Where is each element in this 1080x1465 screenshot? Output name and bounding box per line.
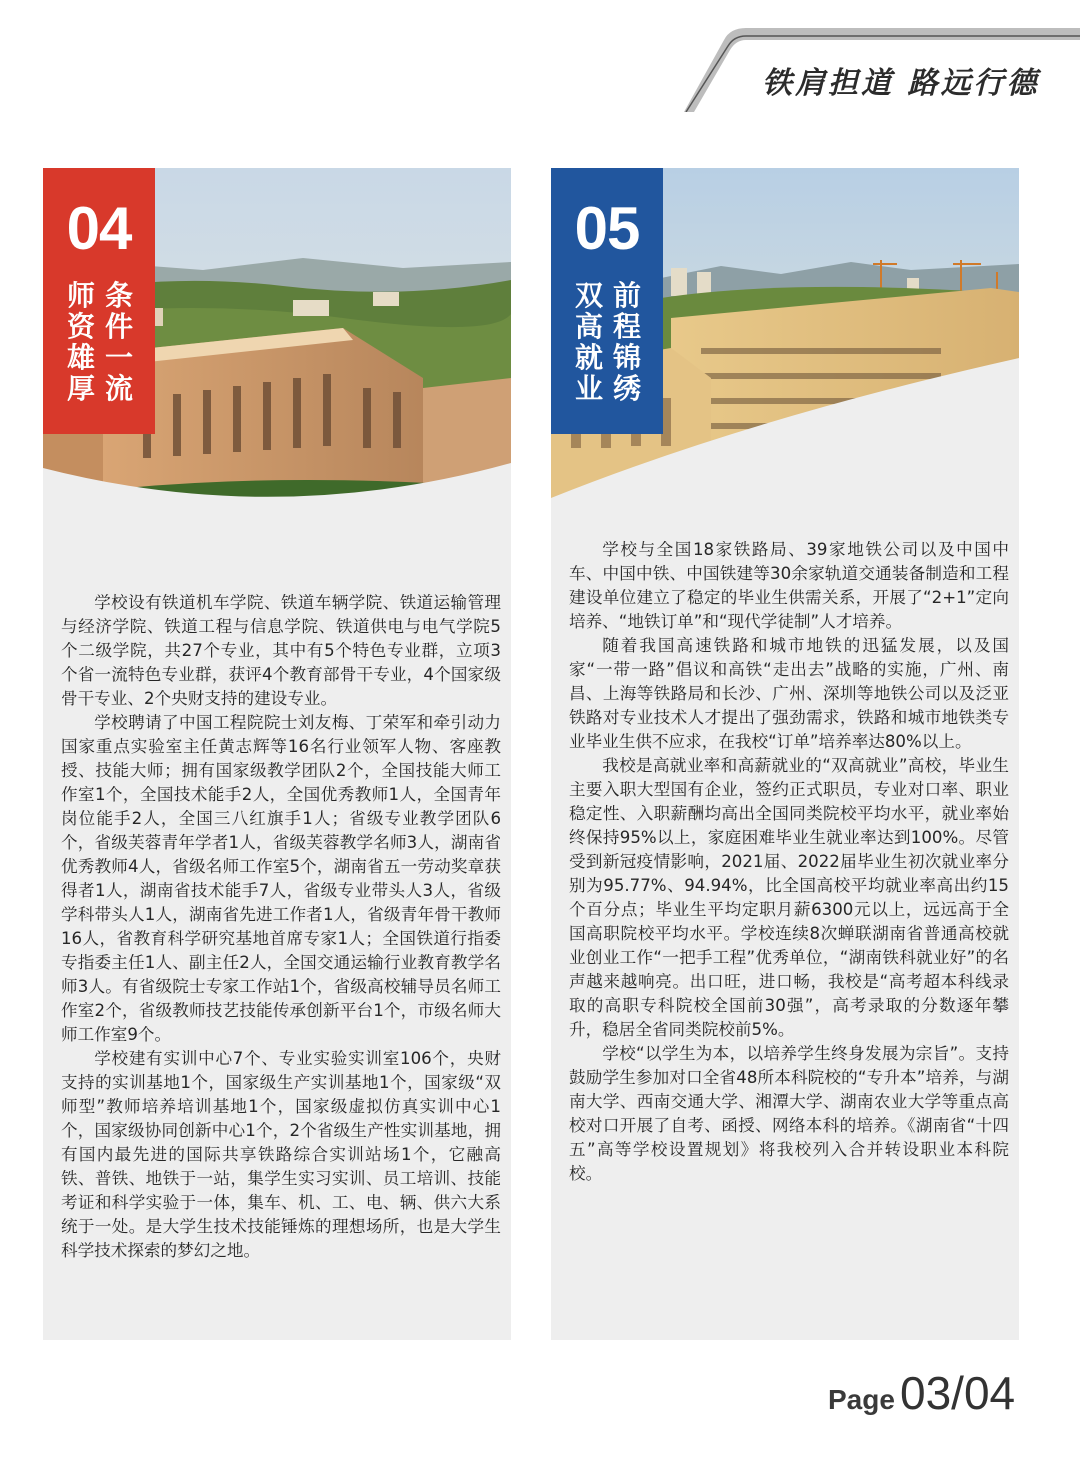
page-label: Page [828,1384,895,1415]
title-char: 业 [574,372,603,405]
section-number: 04 [66,195,132,262]
paragraph: 随着我国高速铁路和城市地铁的迅猛发展，以及国家“一带一路”倡议和高铁“走出去”战略的实施，广州、南昌、上海等铁路局和长沙、广州、深圳等地铁公司以及泛亚铁路对专业技术人才提出了强劲需求，铁路和城市地铁类专业毕业生供不应求，在我校“订单”培养率达80%以上。 [569,636,1009,751]
title-char: 资 [66,310,95,343]
page-number: 03/04 [900,1367,1016,1419]
paragraph: 学校与全国18家铁路局、39家地铁公司以及中国中车、中国中铁、中国铁建等30余家轨道交通装备制造和工程建设单位建立了稳定的毕业生供需关系，开展了“2+1”定向培养、“地铁订单”和“现代学徒制”人才培养。 [569,540,1009,631]
title-char: 就 [574,341,603,374]
title-char: 绣 [612,372,641,405]
section-number: 05 [574,195,640,262]
paragraph: 我校是高就业率和高薪就业的“双高就业”高校，毕业生主要入职大型国有企业，签约正式职员，专业对口率、职业稳定性、入职薪酬均高出全国同类院校平均水平，就业率始终保持95%以上，家庭困难毕业生就业率达到100%。尽管受到新冠疫情影响，2021届、2022届毕业生初次就业率分别为95.77%、94.94%，比全国高校平均就业率高出约15个百分点；毕业生平均定职月薪6300元以上，远远高于全国高职院校平均水平。学校连续8次蝉联湖南省普通高校就业创业工作“一把手工程”优秀单位，“湖南铁科就业好”的名声越来越响亮。出口旺，进口畅，我校是“高考超本科线录取的高职专科院校全国前30强”，高考录取的分数逐年攀升，稳居全省同类院校前5%。 [569,756,1009,1039]
slogan: 铁肩担道 路远行德 [762,66,1040,101]
section-tag [551,168,663,434]
paragraph: 学校建有实训中心7个、专业实验实训室106个，央财支持的实训基地1个，国家级生产实训基地1个，国家级“双师型”教师培养培训基地1个，国家级虚拟仿真实训中心1个，国家级协同创新中心1个，2个省级生产性实训基地，拥有国内最先进的国际共享铁路综合实训站场1个，它融高铁、普铁、地铁于一站，集学生实习实训、员工培训、技能考证和科学实验于一体，集车、机、工、电、辆、供六大系统于一处。是大学生技术技能锤炼的理想场所，也是大学生科学技术探索的梦幻之地。 [61,1049,501,1260]
title-char: 前 [612,279,641,312]
paragraph: 学校设有铁道机车学院、铁道车辆学院、铁道运输管理与经济学院、铁道工程与信息学院、铁道供电与电气学院5个二级学院，共27个专业，其中有5个特色专业群，立项3个省一流特色专业群，获评4个教育部骨干专业，4个国家级骨干专业、2个央财支持的建设专业。 [61,593,501,708]
section-body [569,538,1009,1186]
title-char: 流 [104,372,133,405]
title-char: 双 [574,279,603,312]
section-body [61,591,501,1263]
title-char: 厚 [66,372,95,405]
section-employment [551,168,1019,1340]
section-tag [43,168,155,434]
paragraph: 学校“以学生为本，以培养学生终身发展为宗旨”。支持鼓励学生参加对口全省48所本科院校的“专升本”培养，与湖南大学、西南交通大学、湘潭大学、湖南农业大学等重点高校对口开展了自考、函授、网络本科的培养。《湖南省“十四五”高等学校设置规划》将我校列入合并转设职业本科院校。 [569,1044,1009,1183]
section-title [61,280,141,410]
title-char: 高 [574,310,603,343]
title-char: 条 [104,279,133,312]
title-char: 一 [104,341,133,374]
title-char: 雄 [66,341,95,374]
section-faculty [43,168,511,1340]
section-title [569,280,649,410]
title-char: 锦 [612,341,641,374]
title-char: 程 [612,310,641,343]
paragraph: 学校聘请了中国工程院院士刘友梅、丁荣军和牵引动力国家重点实验室主任黄志辉等16名行业领军人物、客座教授、技能大师；拥有国家级教学团队2个，全国技能大师工作室1个，全国技术能手2人，全国优秀教师1人，全国青年岗位能手2人，全国三八红旗手1人；省级专业教学团队6个，省级芙蓉青年学者1人，省级芙蓉教学名师3人，湖南省优秀教师4人，省级名师工作室5个，湖南省五一劳动奖章获得者1人，湖南省技术能手7人，省级专业带头人3人，省级学科带头人1人，湖南省先进工作者1人，省级青年骨干教师16人，省教育科学研究基地首席专家1人；全国铁道行指委专指委主任1人、副主任2人，全国交通运输行业教育教学名师3人。有省级院士专家工作站1个，省级高校辅导员名师工作室2个，省级教师技艺技能传承创新平台1个，市级名师大师工作室9个。 [61,713,501,1044]
title-char: 件 [104,310,133,343]
title-char: 师 [66,279,95,312]
